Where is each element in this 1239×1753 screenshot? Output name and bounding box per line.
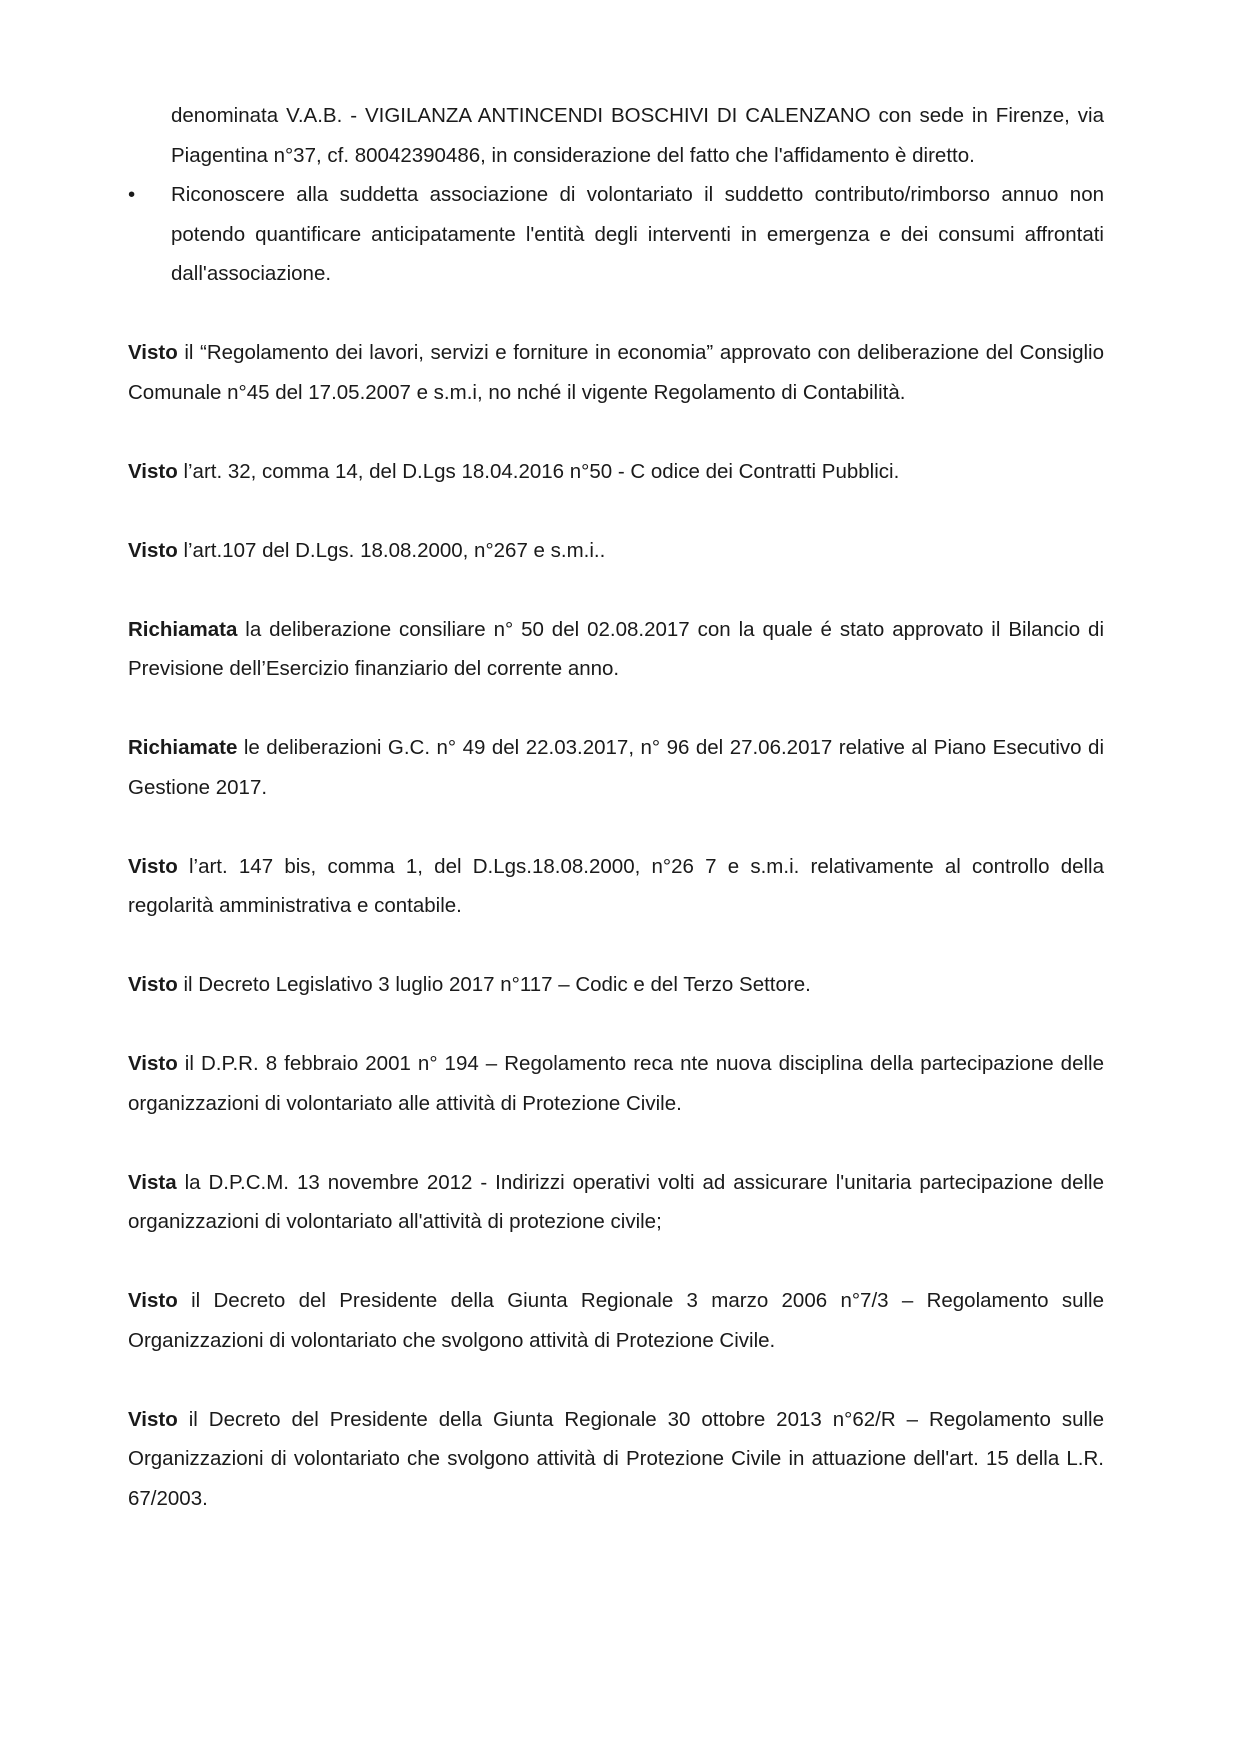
paragraph-lead: Richiamata [128, 617, 238, 641]
paragraph-dpgr-2006 [128, 1281, 1104, 1360]
paragraph-lead: Vista [128, 1170, 177, 1194]
bullet-item [128, 175, 1104, 294]
paragraph-peg [128, 728, 1104, 807]
paragraph-terzo-settore [128, 965, 1104, 1005]
paragraph-text: la D.P.C.M. 13 novembre 2012 - Indirizzi operativi volti ad assicurare l'unitaria partecipazione delle organizzazioni di volontariato all'attività di protezione civile; [128, 1170, 1104, 1233]
paragraph-text: la deliberazione consiliare n° 50 del 02.08.2017 con la quale é stato approvato il Bilancio di Previsione dell’Esercizio finanziario del corrente anno. [128, 617, 1104, 680]
paragraph-text: il Decreto del Presidente della Giunta Regionale 3 marzo 2006 n°7/3 – Regolamento sulle Organizzazioni di volontariato che svolgono attività di Protezione Civile. [128, 1289, 1104, 1352]
paragraph-text: il Decreto Legislativo 3 luglio 2017 n°117 – Codic e del Terzo Settore. [177, 973, 811, 996]
paragraph-lead: Visto [128, 341, 178, 364]
paragraph-art-147-bis [128, 847, 1104, 926]
paragraph-text: il D.P.R. 8 febbraio 2001 n° 194 – Regolamento reca nte nuova disciplina della partecipazione delle organizzazioni di volontariato alle attività di Protezione Civile. [128, 1052, 1104, 1115]
paragraph-text: il “Regolamento dei lavori, servizi e forniture in economia” approvato con deliberazione del Consiglio Comunale n°45 del 17.05.2007 e s.m.i, no nché il vigente Regolamento di Contabilità. [128, 341, 1104, 404]
paragraph-lead: Visto [128, 538, 178, 562]
paragraph-lead: Visto [128, 854, 178, 878]
paragraph-lead: Richiamate [128, 736, 238, 759]
paragraph-regolamento-economia [128, 333, 1104, 412]
paragraph-text: le deliberazioni G.C. n° 49 del 22.03.2017, n° 96 del 27.06.2017 relative al Piano Esecutivo di Gestione 2017. [128, 736, 1104, 799]
paragraph-dpr-194 [128, 1044, 1104, 1123]
paragraph-lead: Visto [128, 1052, 178, 1075]
paragraph-text: il Decreto del Presidente della Giunta Regionale 30 ottobre 2013 n°62/R – Regolamento sulle Organizzazioni di volontariato che svolgono attività di Protezione Civile in attuazione dell'art. 15 della L.R. 67/2003. [128, 1407, 1104, 1510]
paragraph-bilancio [128, 610, 1104, 689]
paragraph-lead: Visto [128, 459, 178, 483]
paragraph-dpcm-2012 [128, 1163, 1104, 1242]
bullet-dot-icon: • [128, 183, 136, 206]
paragraph-art-32 [128, 452, 1104, 492]
intro-continuation: denominata V.A.B. - VIGILANZA ANTINCENDI BOSCHIVI DI CALENZANO con sede in Firenze, via Piagentina n°37, cf. 80042390486, in considerazione del fatto che l'affidamento è diretto. [171, 104, 1104, 167]
paragraph-text: l’art.107 del D.Lgs. 18.08.2000, n°267 e s.m.i.. [177, 538, 606, 562]
paragraph-text: l’art. 32, comma 14, del D.Lgs 18.04.2016 n°50 - C odice dei Contratti Pubblici. [177, 459, 900, 483]
paragraph-art-107 [128, 531, 1104, 571]
paragraph-lead: Visto [128, 1407, 178, 1431]
document-body [128, 96, 1104, 1558]
paragraph-lead: Visto [128, 1289, 178, 1312]
bullet-text: Riconoscere alla suddetta associazione di volontariato il suddetto contributo/rimborso annuo non potendo quantificare anticipatamente l'entità degli interventi in emergenza e dei consumi affrontati dall'associazione. [171, 183, 1104, 285]
paragraph-dpgr-2013 [128, 1400, 1104, 1519]
paragraph-text: l’art. 147 bis, comma 1, del D.Lgs.18.08.2000, n°26 7 e s.m.i. relativamente al controllo della regolarità amministrativa e contabile. [128, 854, 1104, 917]
paragraph-lead: Visto [128, 973, 178, 996]
